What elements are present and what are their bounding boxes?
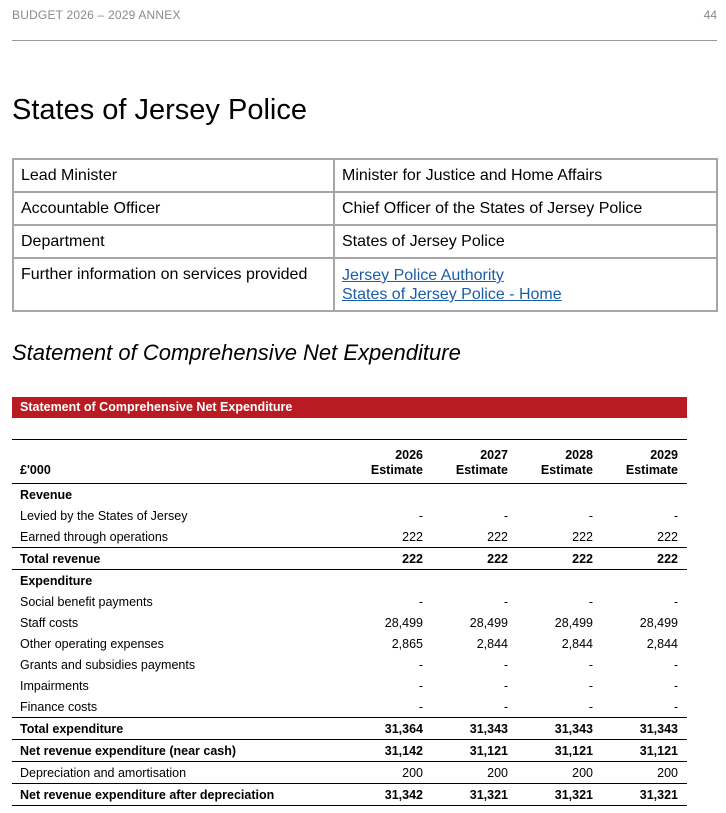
table-row — [12, 633, 687, 654]
cell-value: 2,844 — [646, 636, 678, 651]
expenditure-heading-row — [12, 570, 687, 592]
cell-value: - — [588, 657, 593, 672]
estimate-header-row — [12, 463, 687, 484]
header-title: BUDGET 2026 – 2029 ANNEX — [12, 8, 181, 22]
cell-value: 222 — [602, 548, 687, 570]
year-header-row — [12, 440, 687, 464]
cell-value: 28,499 — [469, 615, 508, 630]
estimate-header: Estimate — [347, 463, 432, 484]
info-row — [13, 258, 717, 311]
row-label: Net revenue expenditure (near cash) — [20, 743, 237, 758]
cell-value: 31,343 — [517, 718, 602, 740]
year-header: 2029 — [602, 440, 687, 464]
cell-value: - — [503, 678, 508, 693]
cell-value: 28,499 — [639, 615, 678, 630]
row-label: Depreciation and amortisation — [12, 762, 347, 784]
total-row — [12, 784, 687, 806]
info-row — [13, 159, 717, 192]
table-row — [12, 654, 687, 675]
cell-value: 200 — [602, 762, 687, 784]
cell-value: 2,844 — [476, 636, 508, 651]
row-label: Staff costs — [20, 615, 79, 630]
revenue-heading-row — [12, 484, 687, 506]
cell-value: 2,844 — [561, 636, 593, 651]
cell-value: - — [673, 657, 678, 672]
cell-value: 31,343 — [602, 718, 687, 740]
cell-value: - — [418, 699, 423, 714]
row-label: Social benefit payments — [20, 594, 153, 609]
info-label: Accountable Officer — [13, 192, 334, 225]
cell-value: 31,342 — [347, 784, 432, 806]
cell-value: 2,865 — [391, 636, 423, 651]
cell-value: 222 — [487, 529, 508, 544]
cell-value: - — [503, 657, 508, 672]
page-title: States of Jersey Police — [12, 94, 307, 126]
row-label: Impairments — [20, 678, 89, 693]
info-label: Further information on services provided — [13, 258, 334, 311]
cell-value: 222 — [432, 548, 517, 570]
cell-value: 31,321 — [602, 784, 687, 806]
info-value: Chief Officer of the States of Jersey Police — [334, 192, 717, 225]
cell-value: 31,142 — [384, 743, 423, 758]
info-row — [13, 225, 717, 258]
cell-value: - — [418, 594, 423, 609]
total-row — [12, 548, 687, 570]
info-links — [334, 258, 717, 311]
info-value: Minister for Justice and Home Affairs — [334, 159, 717, 192]
cell-value: 28,499 — [554, 615, 593, 630]
cell-value: 31,343 — [432, 718, 517, 740]
table-banner: Statement of Comprehensive Net Expenditure — [12, 397, 687, 418]
row-label: Finance costs — [20, 699, 98, 714]
cell-value: - — [588, 508, 593, 523]
table-row — [12, 505, 687, 526]
unit-label: £'000 — [12, 463, 347, 484]
table-row — [12, 696, 687, 718]
table-row — [12, 526, 687, 548]
cell-value: - — [588, 678, 593, 693]
cell-value: - — [418, 508, 423, 523]
table-row — [12, 591, 687, 612]
cell-value: 222 — [402, 529, 423, 544]
row-label: Total revenue — [12, 548, 347, 570]
year-header: 2026 — [347, 440, 432, 464]
table-row — [12, 612, 687, 633]
estimate-header: Estimate — [517, 463, 602, 484]
cell-value: 222 — [657, 529, 678, 544]
total-row — [12, 718, 687, 740]
cell-value: - — [673, 508, 678, 523]
estimate-header: Estimate — [602, 463, 687, 484]
cell-value: - — [588, 699, 593, 714]
cell-value: - — [673, 678, 678, 693]
row-label: Total expenditure — [12, 718, 347, 740]
cell-value: 222 — [517, 548, 602, 570]
row-label: Other operating expenses — [20, 636, 164, 651]
info-table — [12, 158, 718, 312]
cell-value: 31,364 — [347, 718, 432, 740]
cell-value: 31,321 — [432, 784, 517, 806]
info-label: Lead Minister — [13, 159, 334, 192]
info-label: Department — [13, 225, 334, 258]
estimate-header: Estimate — [432, 463, 517, 484]
table-row — [12, 762, 687, 784]
row-label: Levied by the States of Jersey — [20, 508, 188, 523]
year-header: 2027 — [432, 440, 517, 464]
cell-value: 31,321 — [517, 784, 602, 806]
cell-value: - — [673, 699, 678, 714]
cell-value: - — [503, 594, 508, 609]
expenditure-table — [12, 439, 687, 806]
cell-value: - — [418, 678, 423, 693]
cell-value: 222 — [572, 529, 593, 544]
section-subtitle: Statement of Comprehensive Net Expenditure — [12, 340, 461, 365]
page-header — [12, 8, 717, 41]
section-heading: Expenditure — [20, 573, 93, 588]
cell-value: 200 — [432, 762, 517, 784]
cell-value: 31,121 — [554, 743, 593, 758]
cell-value: 200 — [347, 762, 432, 784]
cell-value: - — [418, 657, 423, 672]
section-heading: Revenue — [20, 487, 73, 502]
row-label: Grants and subsidies payments — [20, 657, 196, 672]
cell-value: 31,121 — [639, 743, 678, 758]
jersey-police-authority-link[interactable]: Jersey Police Authority — [342, 267, 504, 284]
year-header: 2028 — [517, 440, 602, 464]
total-row — [12, 740, 687, 762]
cell-value: 31,121 — [469, 743, 508, 758]
info-value: States of Jersey Police — [334, 225, 717, 258]
cell-value: - — [588, 594, 593, 609]
cell-value: - — [673, 594, 678, 609]
cell-value: - — [503, 699, 508, 714]
table-row — [12, 675, 687, 696]
row-label: Earned through operations — [20, 529, 169, 544]
states-of-jersey-police-home-link[interactable]: States of Jersey Police - Home — [342, 286, 562, 303]
cell-value: 28,499 — [384, 615, 423, 630]
cell-value: 200 — [517, 762, 602, 784]
row-label: Net revenue expenditure after depreciation — [12, 784, 347, 806]
page-number: 44 — [703, 8, 717, 22]
cell-value: - — [503, 508, 508, 523]
info-row — [13, 192, 717, 225]
cell-value: 222 — [347, 548, 432, 570]
